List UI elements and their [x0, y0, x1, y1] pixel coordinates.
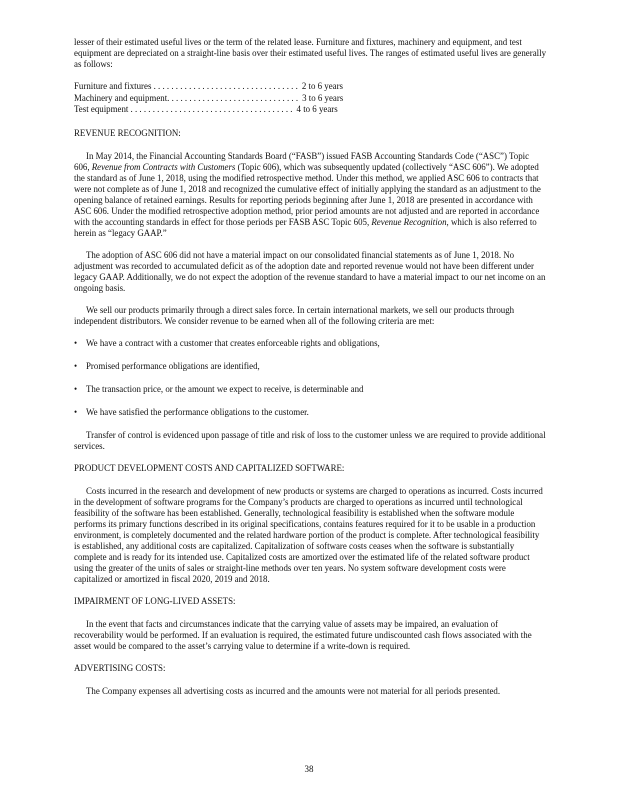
page-number: 38	[304, 764, 314, 774]
impairment-heading: IMPAIRMENT OF LONG-LIVED ASSETS:	[74, 595, 236, 606]
criteria-bullet	[74, 361, 546, 372]
useful-life-range: 4 to 6 years	[296, 104, 338, 114]
useful-lives-table	[74, 81, 546, 116]
useful-life-row	[74, 104, 546, 116]
bullet-text: We have satisfied the performance obligations to the customer.	[86, 406, 309, 417]
revenue-p1-italic-2: Revenue Recognition	[371, 216, 447, 227]
product-development-paragraph: Costs incurred in the research and development of new products or systems are charged to operations as incurred. Costs incurred in the development of software programs for the Company’s products are charged to operations as incurred until technological feasibility of the software has been established. Generally, technological feasibility is established when the software module performs its primary functions described in its original specifications, contains features required for it to be usable in a production environment, is completely documented and the related hardware portion of the product is complete. After technological feasibility is established, any additional costs are capitalized. Capitalization of software costs ceases when the software is substantially complete and is ready for its intended use. Capitalized costs are amortized over the estimated life of the related software product using the greater of the units of sales or straight-line methods over ten years. No system software development costs were capitalized or amortized in fiscal 2020, 2019 and 2018.	[74, 485, 543, 584]
bullet-text: The transaction price, or the amount we expect to receive, is determinable and	[86, 383, 364, 394]
useful-life-item: Furniture and fixtures . . . . . . . . . . . . . . . . . . . . . . . . . . . . . . . . .	[74, 81, 298, 91]
bullet-icon: •	[74, 360, 78, 371]
advertising-paragraph: The Company expenses all advertising costs as incurred and the amounts were not material for all periods presented.	[86, 685, 501, 696]
revenue-paragraph-3: We sell our products primarily through a direct sales force. In certain international markets, we sell our products through independent distributors. We consider revenue to be earned when all of the following criteria are met:	[74, 304, 515, 326]
criteria-bullet	[74, 384, 546, 395]
intro-paragraph: lesser of their estimated useful lives or the term of the related lease. Furniture and fixtures, machinery and equipment, and test equipment are depreciated on a straight-line basis over their estimated useful lives. The ranges of estimated useful lives are generally as follows:	[74, 37, 547, 69]
bullet-icon: •	[74, 337, 78, 348]
page-content	[74, 37, 546, 708]
impairment-paragraph: In the event that facts and circumstances indicate that the carrying value of assets may be impaired, an evaluation of recoverability would be performed. If an evaluation is required, the estimated future undiscounted cash flows associated with the asset would be compared to the asset’s carrying value to determine if a write-down is required.	[74, 618, 532, 651]
revenue-paragraph-4: Transfer of control is evidenced upon passage of title and risk of loss to the customer unless we are required to provide additional services.	[74, 429, 546, 451]
advertising-heading: ADVERTISING COSTS:	[74, 662, 166, 673]
criteria-bullet	[74, 407, 546, 418]
revenue-p1-italic: Revenue from Contracts with Customers	[91, 161, 236, 172]
useful-life-row	[74, 93, 546, 105]
useful-life-item: Test equipment . . . . . . . . . . . . . . . . . . . . . . . . . . . . . . . . . . . . .	[74, 104, 293, 114]
revenue-p1-text-c: , which is also referred to herein as “legacy GAAP.”	[74, 216, 537, 238]
criteria-bullet	[74, 338, 546, 349]
bullet-text: Promised performance obligations are identified,	[86, 360, 260, 371]
revenue-paragraph-1	[74, 151, 546, 239]
bullet-text: We have a contract with a customer that creates enforceable rights and obligations,	[86, 337, 380, 348]
useful-life-row	[74, 81, 546, 93]
useful-life-range: 2 to 6 years	[301, 81, 344, 91]
bullet-icon: •	[74, 406, 78, 417]
revenue-p1-text-b: (Topic 606), which was subsequently updated (collectively “ASC 606”). We adopted the standard as of June 1, 2018, using the modified retrospective method. Under this method, we applied ASC 606 to contracts that were not complete as of June 1, 2018 and recognized the cumulative effect of initially applying the standard as an adjustment to the opening balance of retained earnings. Results for reporting periods beginning after June 1, 2018 are presented in accordance with ASC 606. Under the modified retrospective adoption method, prior period amounts are not adjusted and are reported in accordance with the accounting standards in effect for those periods per FASB ASC Topic 605,	[74, 161, 541, 227]
revenue-p1-text-a: In May 2014, the Financial Accounting Standards Board (“FASB”) issued FASB Accounting Standards Code (“ASC”) Topic 606,	[74, 150, 530, 172]
useful-life-item: Machinery and equipment. . . . . . . . . . . . . . . . . . . . . . . . . . . . . .	[74, 92, 299, 103]
product-development-heading: PRODUCT DEVELOPMENT COSTS AND CAPITALIZED SOFTWARE:	[74, 462, 345, 473]
revenue-heading: REVENUE RECOGNITION:	[74, 127, 181, 138]
revenue-paragraph-2: The adoption of ASC 606 did not have a material impact on our consolidated financial statements as of June 1, 2018. No adjustment was recorded to accumulated deficit as of the adoption date and reported revenue would not have been different under legacy GAAP. Additionally, we do not expect the adoption of the revenue standard to have a material impact to our net income on an ongoing basis.	[74, 249, 546, 293]
bullet-icon: •	[74, 383, 78, 394]
useful-life-range: 3 to 6 years	[302, 92, 344, 103]
